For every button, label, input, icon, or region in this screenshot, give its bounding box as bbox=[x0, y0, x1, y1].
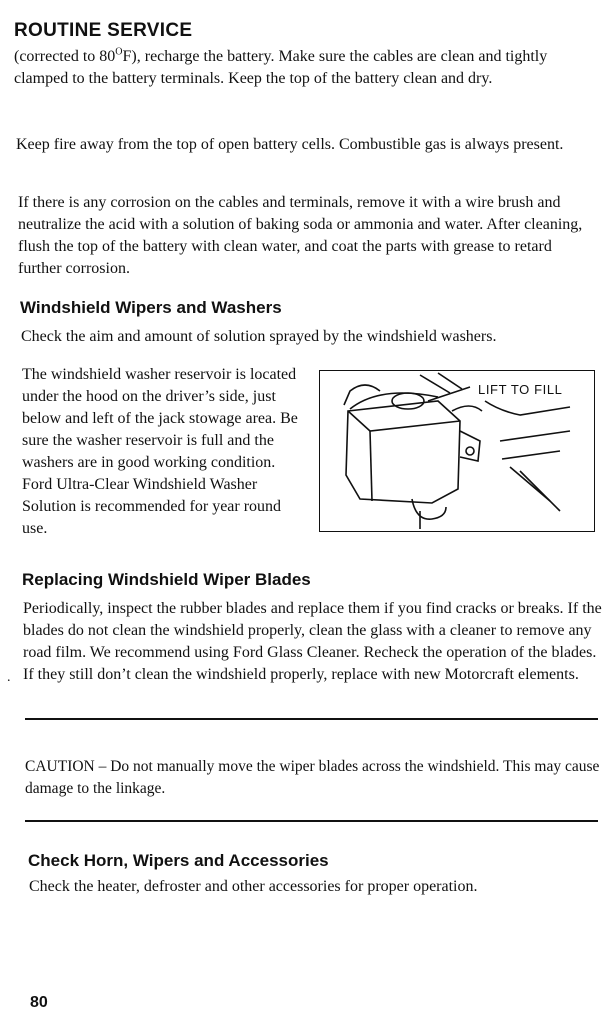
horn-paragraph-1: Check the heater, defroster and other accessories for proper operation. bbox=[29, 878, 478, 895]
washers-paragraph-1: Check the aim and amount of solution sprayed by the windshield washers. bbox=[21, 328, 497, 345]
stray-mark: . bbox=[7, 670, 11, 685]
caution-text: CAUTION – Do not manually move the wiper blades across the windshield. This may cause damage to the linkage. bbox=[25, 758, 600, 797]
battery-paragraph-2: Keep fire away from the top of open battery cells. Combustible gas is always present. bbox=[16, 136, 564, 153]
caution-rule-bottom bbox=[25, 820, 598, 822]
battery-paragraph-3: If there is any corrosion on the cables and terminals, remove it with a wire brush and neutralize the acid with a solution of baking soda or ammonia and water. After cleaning, flush the top of the battery with clean water, and coat the parts with grease to retard further corrosion. bbox=[18, 194, 583, 277]
washers-paragraph-2: The windshield washer reservoir is located under the hood on the driver’s side, just below and left of the jack stowage area. Be sure the washer reservoir is full and the washers are in good working condition. Ford Ultra-Clear Windshield Washer Solution is recommended for year round use. bbox=[22, 366, 298, 537]
washer-reservoir-figure bbox=[319, 370, 595, 532]
page-number: 80 bbox=[30, 994, 48, 1011]
blades-heading: Replacing Windshield Wiper Blades bbox=[22, 570, 311, 589]
washers-heading: Windshield Wipers and Washers bbox=[20, 298, 282, 317]
battery-p1-end: F), recharge the battery. Make sure the cables are clean and tightly clamped to the battery terminals. Keep the top of the battery clean and dry. bbox=[14, 48, 548, 87]
lift-to-fill-label: LIFT TO FILL bbox=[478, 382, 563, 397]
section-header: ROUTINE SERVICE bbox=[14, 20, 193, 41]
battery-p1-start: (corrected to 80 bbox=[14, 48, 116, 65]
degree-superscript: O bbox=[115, 46, 123, 58]
caution-rule-top bbox=[25, 718, 598, 720]
blades-paragraph-1: Periodically, inspect the rubber blades and replace them if you find cracks or breaks. If the blades do not clean the windshield properly, clean the glass with a cleaner to remove any road film. We recommend using Ford Glass Cleaner. Recheck the operation of the blades. If they still don’t clean the windshield properly, replace with new Motorcraft elements. bbox=[23, 600, 602, 683]
horn-heading: Check Horn, Wipers and Accessories bbox=[28, 851, 329, 870]
battery-paragraph-1 bbox=[14, 46, 594, 90]
